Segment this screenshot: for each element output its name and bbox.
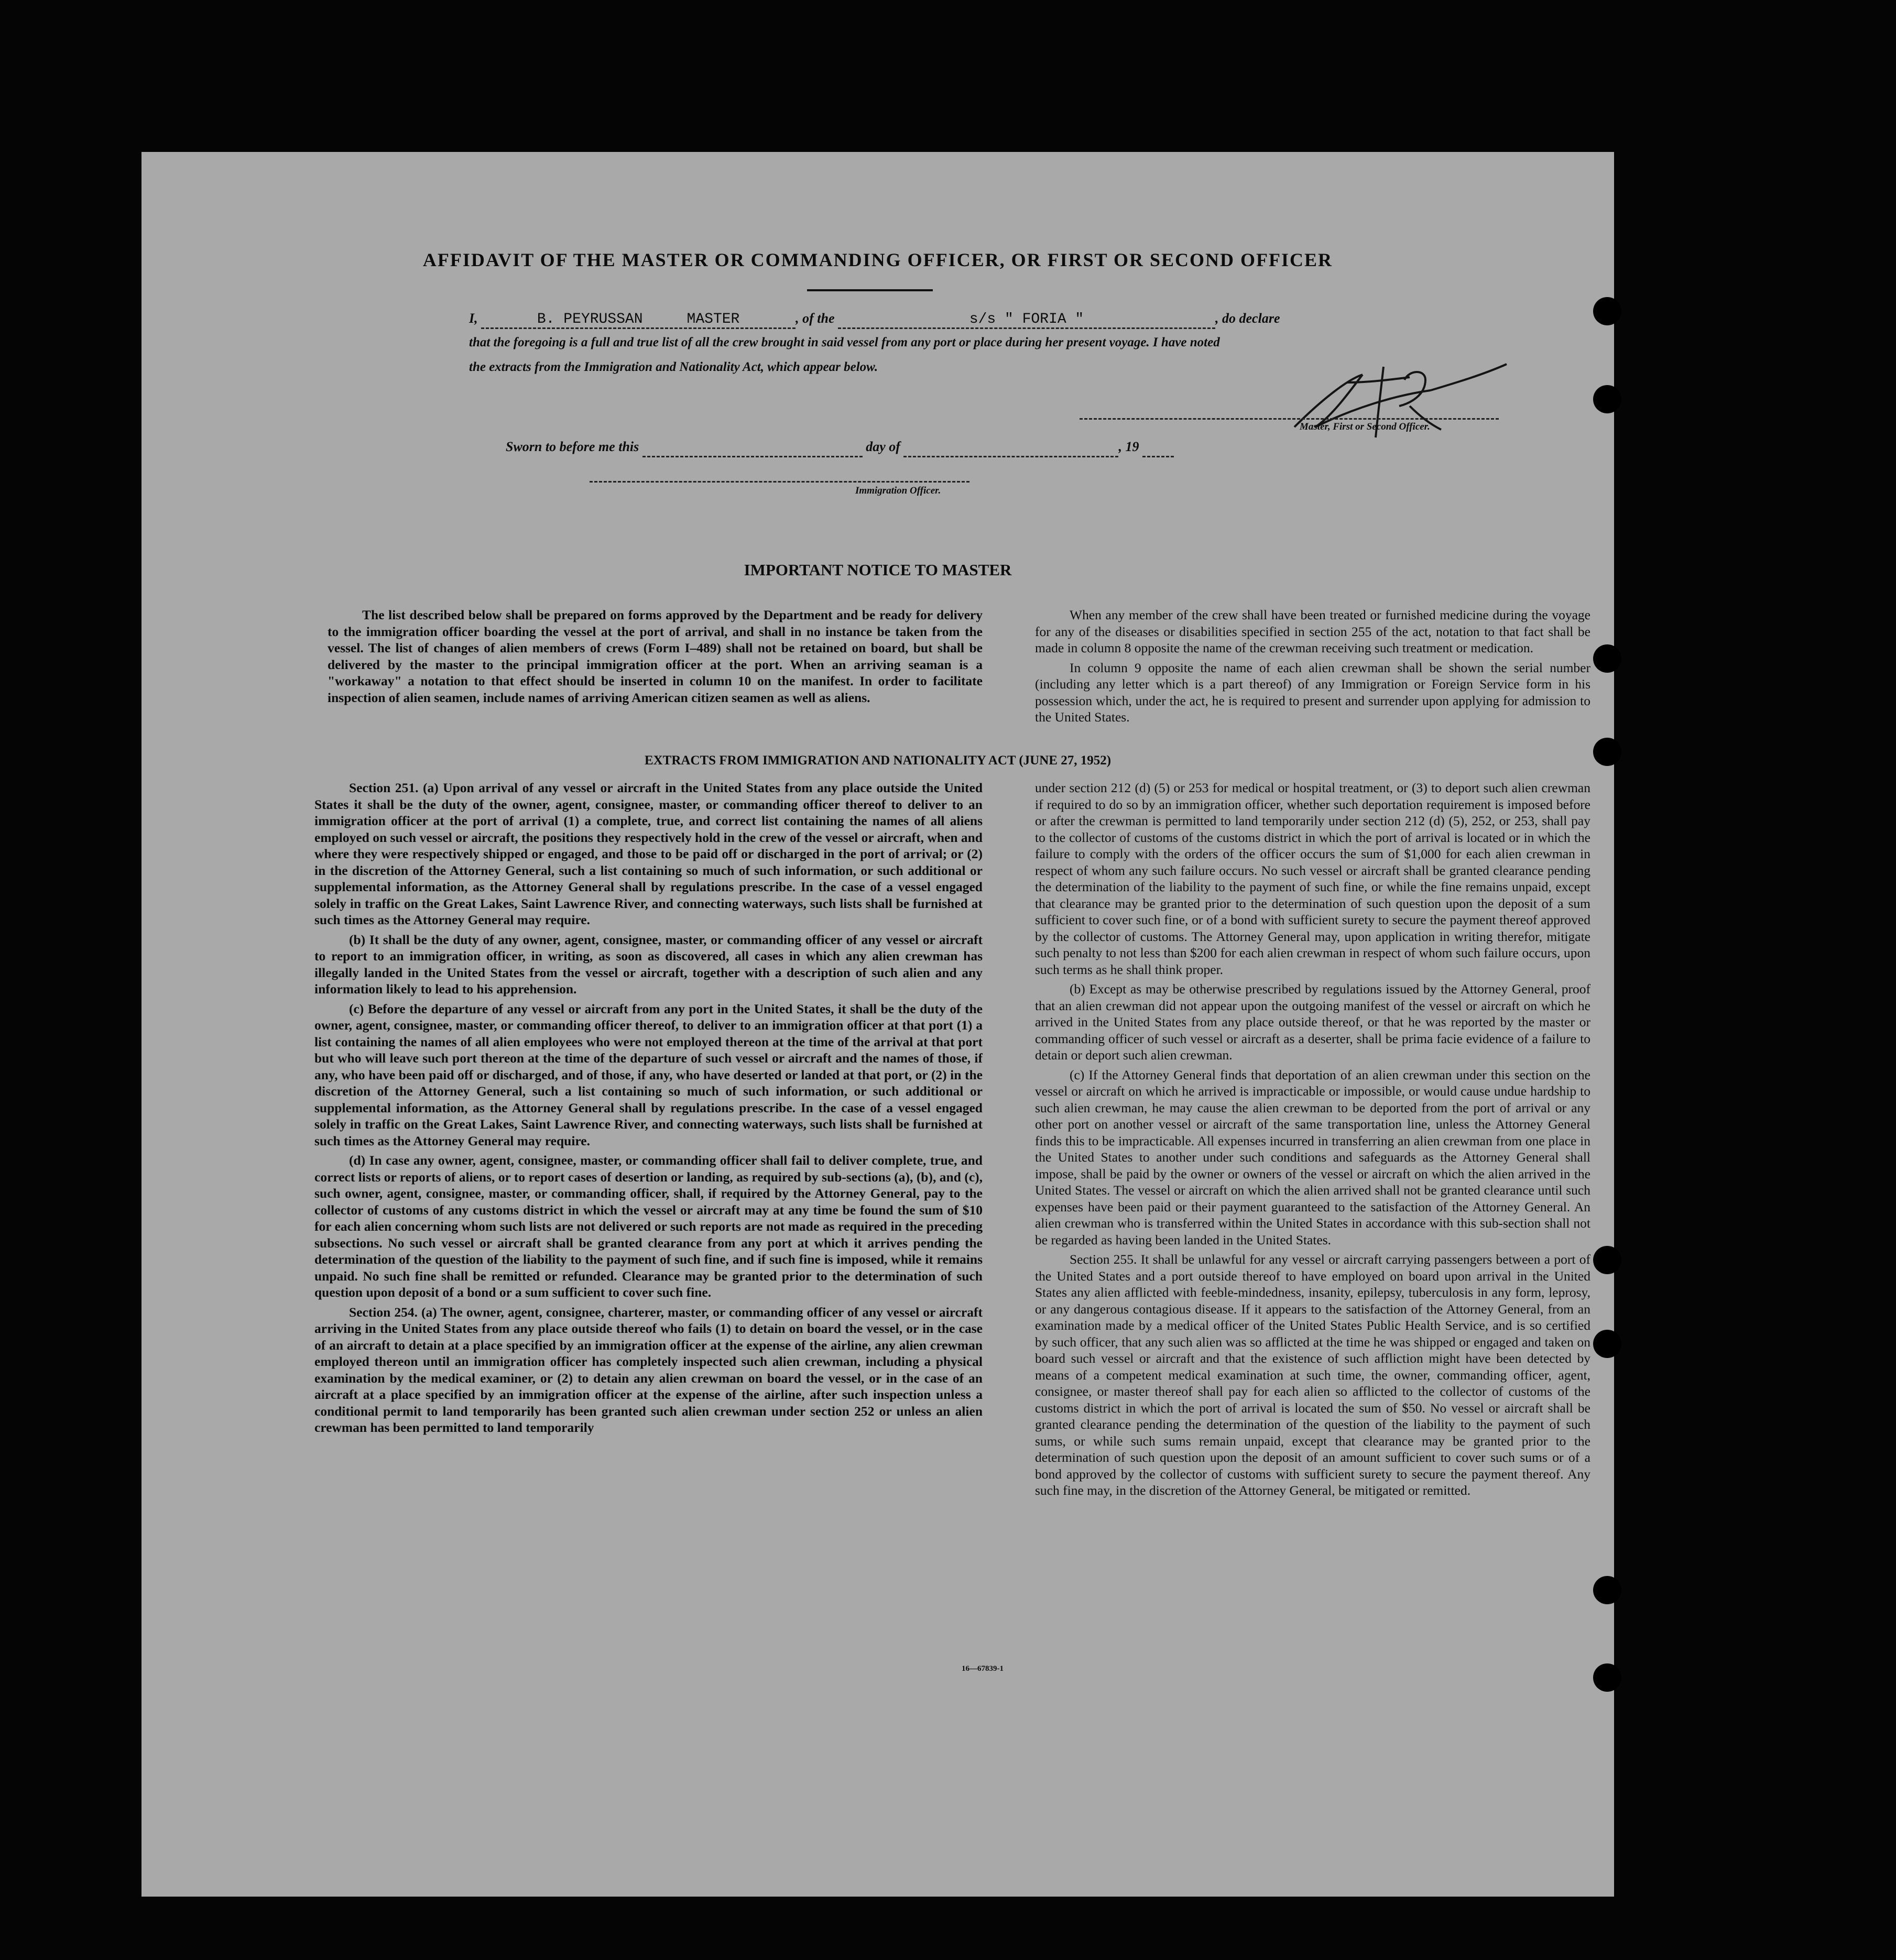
immigration-officer-line [590, 481, 969, 483]
immigration-officer-caption: Immigration Officer. [855, 485, 941, 496]
declare-text: , do declare [1215, 311, 1280, 326]
extract-paragraph: (c) If the Attorney General finds that deportation of an alien crewman under this section on the vessel or aircraft on which he arrived is impracticable or impossible, or would cause undue hardship to such alien crewman, he may cause the alien crewman to be deported from the port of arrival or any other port on another vessel or aircraft of the same transportation line, unless the Attorney General finds this to be impracticable. All expenses incurred in transferring an alien crewman from one place in the United States to another under such conditions and safeguards as the Attorney General shall impose, shall be paid by the owner or owners of the vessel or aircraft on which the alien arrived in the United States. The vessel or aircraft on which the alien arrived shall not be granted clearance until such expenses have been paid or their payment guaranteed to the satisfaction of the Attorney General. An alien crewman who is transferred within the United States in accordance with this sub-section shall not be regarded as having been landed in the United States. [1035, 1067, 1590, 1247]
punch-hole [1593, 1576, 1621, 1604]
extract-paragraph: Section 251. (a) Upon arrival of any vessel or aircraft in the United States from any place outside the United States it shall be the duty of the owner, agent, consignee, master, or commanding officer thereof to deliver to an immigration officer at the port of arrival (1) a complete, true, and correct list containing the names of all aliens employed on such vessel or aircraft, the positions they respectively hold in the crew of the vessel or aircraft, when and where they were respectively shipped or engaged, and those to be paid off or discharged in the port of arrival; or (2) in the discretion of the Attorney General, such a list containing so much of such information, or such additional or supplemental information, as the Attorney General shall by regulations prescribe. In the case of a vessel engaged solely in traffic on the Great Lakes, Saint Lawrence River, and connecting waterways, such lists shall be furnished at such times as the Attorney General may require. [314, 780, 983, 927]
extract-paragraph: under section 212 (d) (5) or 253 for medical or hospital treatment, or (3) to deport such alien crewman if required to do so by an immigration officer, whether such deportation requirement is imposed before or after the crewman is permitted to land temporarily under section 212 (d) (5), 252, or 253, shall pay to the collector of customs of the customs district in which the port of arrival is located or in which the failure to comply with the orders of the officer occurs the sum of $1,000 for each alien crewman in respect of whom any such failure occurs. No such vessel or aircraft shall be granted clearance pending the determination of the liability to the payment of such fine, or while the fine remains unpaid, except that clearance may be granted prior to the determination of such question upon the deposit of a sum sufficient to cover such fine, or of a bond with sufficient surety to secure the payment thereof approved by the collector of customs. The Attorney General may, upon application in writing therefor, mitigate such penalty to not less than $200 for each alien crewman in respect of whom such failure occurs, upon such terms as he shall think proper. [1035, 780, 1590, 977]
extract-paragraph: (c) Before the departure of any vessel or aircraft from any port in the United States, it shall be the duty of the owner, agent, consignee, master, or commanding officer thereof, to deliver to an immigration officer at that port (1) a list containing the names of all alien employees who were not employed thereon at the time of the arrival at that port but who will leave such port thereon at the time of the departure of such vessel or aircraft and the names of those, if any, who have been paid off or discharged, and of those, if any, who have deserted or landed at that port, or (2) in the discretion of the Attorney General, such a list containing so much of such information, or such additional or supplemental information, as the Attorney General shall by regulations prescribe. In the case of a vessel engaged solely in traffic on the Great Lakes, Saint Lawrence River, and connecting waterways, such lists shall be furnished at such times as the Attorney General may require. [314, 1001, 983, 1148]
notice-right-column [1035, 607, 1590, 729]
extract-paragraph: Section 254. (a) The owner, agent, consignee, charterer, master, or commanding officer of any vessel or aircraft arriving in the United States from any place outside thereof who fails (1) to detain on board the vessel, or in the case of an aircraft to detain at a place specified by an immigration officer at the expense of the airline, any alien crewman employed thereon until an immigration officer has completely inspected such alien crewman, including a physical examination by the medical examiner, or (2) to detain any alien crewman on board the vessel, or in the case of an aircraft at a place specified by an immigration officer at the expense of the airline, after such inspection unless a conditional permit to land temporarily has been granted such alien crewman under section 252 or unless an alien crewman has been permitted to land temporarily [314, 1304, 983, 1435]
extracts-right-column [1035, 780, 1590, 1502]
extract-paragraph: (b) Except as may be otherwise prescribed by regulations issued by the Attorney General, proof that an alien crewman did not appear upon the outgoing manifest of the vessel or aircraft on which he arrived in the United States from any place outside thereof, or that he was reported by the master or commanding officer of such vessel or aircraft as a deserter, shall be prima facie evidence of a failure to detain or deport such alien crewman. [1035, 981, 1590, 1063]
sworn-line [506, 439, 1174, 457]
form-code: 16—67839-1 [962, 1665, 1004, 1673]
punch-hole [1593, 1330, 1621, 1358]
sworn-day-of: day of [866, 439, 900, 454]
declaration-line-2: that the foregoing is a full and true list of all the crew brought in said vessel from any port or place during her present voyage. I have noted [469, 335, 1220, 349]
punch-hole [1593, 644, 1621, 673]
notice-paragraph: In column 9 opposite the name of each alien crewman shall be shown the serial number (including any letter which is a part thereof) of any Immigration or Foreign Service form in his possession which, under the act, he is required to present and surrender upon applying for admission to the United States. [1035, 660, 1590, 725]
sworn-year-field [1142, 440, 1174, 457]
sworn-month-field [903, 440, 1118, 457]
extracts-title: EXTRACTS FROM IMMIGRATION AND NATIONALITY ACT (JUNE 27, 1952) [644, 753, 1112, 768]
of-the-text: , of the [796, 311, 835, 326]
punch-hole [1593, 385, 1621, 413]
declaration-line-3: the extracts from the Immigration and Nationality Act, which appear below. [469, 360, 878, 374]
punch-hole [1593, 1663, 1621, 1692]
notice-paragraph: When any member of the crew shall have been treated or furnished medicine during the voyage for any of the diseases or disabilities specified in section 255 of the act, notation to that fact shall be made in column 8 opposite the name of the crewman receiving such treatment or medication. [1035, 607, 1590, 655]
extracts-left-column [314, 780, 983, 1439]
declarant-name-field: B. PEYRUSSAN MASTER [481, 311, 796, 329]
sworn-day-field [642, 440, 863, 457]
sworn-prefix: Sworn to before me this [506, 439, 639, 454]
punch-hole [1593, 297, 1621, 325]
title-rule [807, 289, 933, 291]
punch-hole [1593, 1246, 1621, 1274]
declaration-line-1 [469, 311, 1280, 329]
extract-paragraph: (b) It shall be the duty of any owner, agent, consignee, master, or commanding officer of any vessel or aircraft to report to an immigration officer, in writing, as soon as discovered, all cases in which any alien crewman has illegally landed in the United States from the vessel or aircraft, together with a description of such alien and any information likely to lead to his apprehension. [314, 932, 983, 997]
affidavit-sheet [141, 152, 1614, 1897]
affidavit-title: AFFIDAVIT OF THE MASTER OR COMMANDING OFFICER, OR FIRST OR SECOND OFFICER [422, 249, 1333, 270]
sworn-year: , 19 [1118, 439, 1139, 454]
extract-paragraph: Section 255. It shall be unlawful for any vessel or aircraft carrying passengers between a port of the United States and a port outside thereof to have employed on board upon arrival in the United States any alien afflicted with feeble-mindedness, insanity, epilepsy, tuberculosis in any form, leprosy, or any dangerous contagious disease. If it appears to the satisfaction of the Attorney General, from an examination made by a medical officer of the United States Public Health Service, and is so certified by such officer, that any such alien was so afflicted at the time he was shipped or engaged and taken on board such vessel or aircraft and that the existence of such affliction might have been detected by means of a competent medical examination at such time, the owner, commanding officer, agent, consignee, or master thereof shall pay for each alien so afflicted to the collector of customs of the customs district in which the port of arrival is located the sum of $50. No vessel or aircraft shall be granted clearance pending the determination of the question of the liability to the payment of such sums, or while such sums remain unpaid, except that clearance may be granted prior to the determination of such question upon the deposit of an amount sufficient to cover such sums or of a bond approved by the collector of customs with sufficient surety to secure the payment thereof. Any such fine may, in the discretion of the Attorney General, be mitigated or remitted. [1035, 1252, 1590, 1498]
notice-left-column [328, 607, 983, 709]
master-signature-line [1080, 418, 1499, 420]
declarant-prefix: I, [469, 311, 478, 326]
extract-paragraph: (d) In case any owner, agent, consignee, master, or commanding officer shall fail to deliver complete, true, and correct lists or reports of aliens, or to report cases of desertion or landing, as required by sub-sections (a), (b), and (c), such owner, agent, consignee, master, or commanding officer, shall, if required by the Attorney General, pay to the collector of customs of any customs district in which the vessel or aircraft may at any time be found the sum of $10 for each alien concerning whom such lists are not delivered or such reports are not made as required in the preceding subsections. No such vessel or aircraft shall be granted clearance from any port at which it arrives pending the determination of the question of the liability to the payment of such fine, and if such fine is imposed, while it remains unpaid. No such fine shall be remitted or refunded. Clearance may be granted prior to the determination of such question upon deposit of a bond or a sum sufficient to cover such fine. [314, 1153, 983, 1300]
vessel-name-field: s/s " FORIA " [838, 311, 1215, 329]
notice-paragraph: The list described below shall be prepared on forms approved by the Department and be ready for delivery to the immigration officer boarding the vessel at the port of arrival, and shall in no instance be taken from the vessel. The list of changes of alien members of crews (Form I–489) shall not be retained on board, but shall be delivered by the master to the principal immigration officer at the port. When an arriving seaman is a "workaway" a notation to that effect should be inserted in column 10 on the manifest. In order to facilitate inspection of alien seamen, include names of arriving American citizen seamen as well as aliens. [328, 607, 983, 705]
notice-title: IMPORTANT NOTICE TO MASTER [744, 561, 1012, 579]
master-signature-caption: Master, First or Second Officer. [1300, 421, 1430, 432]
